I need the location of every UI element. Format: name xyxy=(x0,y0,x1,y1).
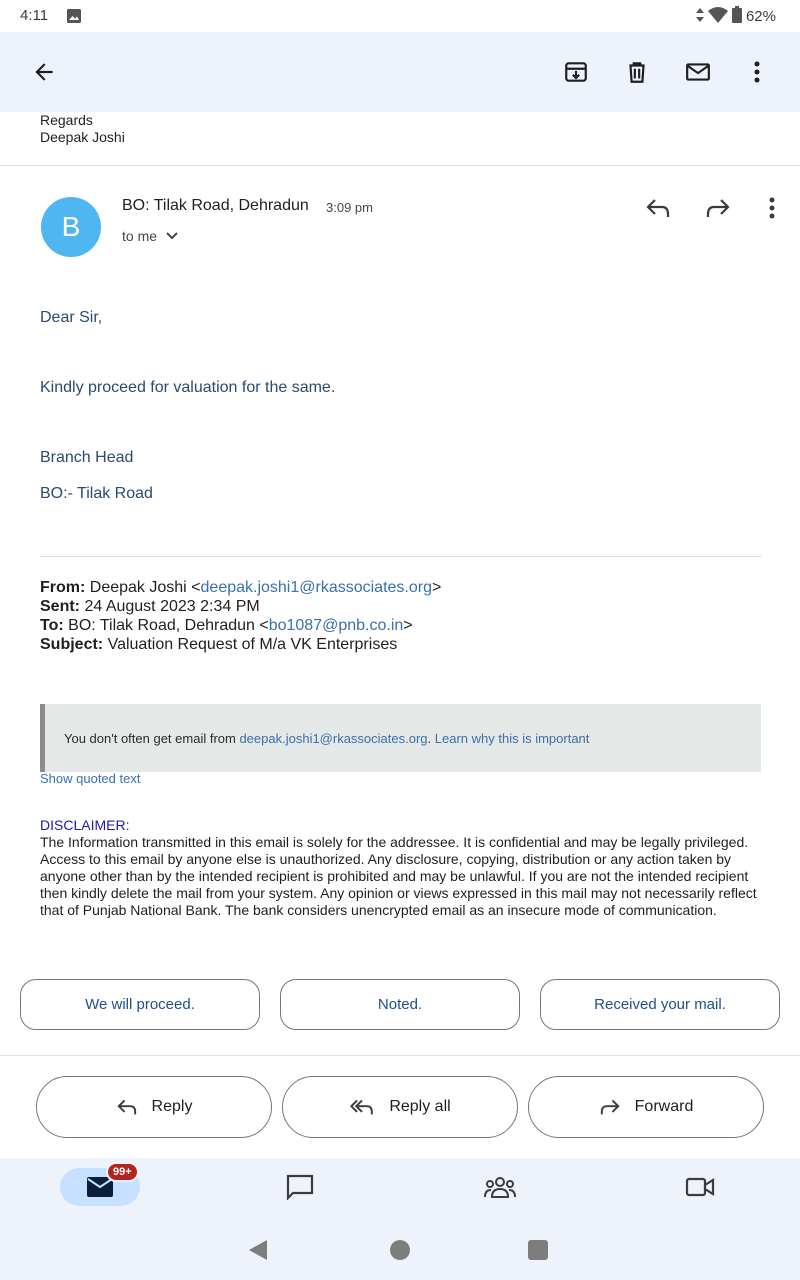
message-time: 3:09 pm xyxy=(326,200,373,215)
video-camera-icon xyxy=(685,1176,715,1198)
signature-title: Branch Head xyxy=(40,449,134,466)
actions-divider xyxy=(0,1055,800,1056)
forward-icon xyxy=(705,197,731,219)
square-recents-icon xyxy=(527,1239,549,1261)
status-time: 4:11 xyxy=(20,7,49,24)
delete-button[interactable] xyxy=(617,52,657,92)
greeting: Dear Sir, xyxy=(40,309,103,326)
sender-name: BO: Tilak Road, Dehradun xyxy=(122,197,309,214)
recipient-details-toggle[interactable] xyxy=(122,228,179,244)
status-right xyxy=(696,6,776,27)
nav-mail[interactable] xyxy=(60,1168,140,1206)
nav-spaces[interactable] xyxy=(460,1168,540,1206)
mail-badge: 99+ xyxy=(106,1162,139,1182)
forward-icon xyxy=(599,1098,621,1116)
external-sender-warning xyxy=(40,704,761,772)
to-line: To: BO: Tilak Road, Dehradun <bo1087@pnb.co.in> xyxy=(40,617,413,634)
reply-all-icon xyxy=(349,1098,375,1116)
learn-why-link[interactable]: Learn why this is important xyxy=(434,731,590,746)
signature-branch: BO:- Tilak Road xyxy=(40,485,153,502)
app-bar xyxy=(0,32,800,112)
from-line: From: Deepak Joshi <deepak.joshi1@rkassociates.org> xyxy=(40,579,442,596)
battery-icon xyxy=(732,6,742,27)
body-line: Kindly proceed for valuation for the same. xyxy=(40,379,336,396)
reply-label: Reply xyxy=(151,1098,193,1115)
mark-unread-button[interactable] xyxy=(678,52,718,92)
to-email-link[interactable]: bo1087@pnb.co.in xyxy=(268,617,404,634)
reply-button[interactable] xyxy=(36,1076,272,1138)
system-home-button[interactable] xyxy=(380,1230,420,1270)
status-bar xyxy=(0,0,800,32)
circle-home-icon xyxy=(389,1239,411,1261)
more-vert-icon xyxy=(754,61,760,83)
system-back-button[interactable] xyxy=(238,1230,278,1270)
reply-icon-button[interactable] xyxy=(640,190,676,226)
chat-icon xyxy=(286,1174,314,1200)
quote-divider xyxy=(40,556,761,557)
to-me-label: to me xyxy=(122,228,158,244)
subject-line: Subject: Valuation Request of M/a VK Enterprises xyxy=(40,636,398,653)
warning-email-link[interactable]: deepak.joshi1@rkassociates.org xyxy=(239,731,428,746)
message-divider xyxy=(0,165,800,166)
forward-button[interactable] xyxy=(528,1076,764,1138)
image-notification-icon xyxy=(66,8,82,29)
system-recents-button[interactable] xyxy=(518,1230,558,1270)
from-email-link[interactable]: deepak.joshi1@rkassociates.org xyxy=(200,579,432,596)
trash-icon xyxy=(624,59,650,85)
smart-reply-3[interactable]: Received your mail. xyxy=(540,979,780,1030)
smart-reply-2[interactable]: Noted. xyxy=(280,979,520,1030)
nav-chat[interactable] xyxy=(260,1168,340,1206)
reply-all-button[interactable] xyxy=(282,1076,518,1138)
signature-name: Deepak Joshi xyxy=(40,129,125,145)
smart-reply-1[interactable]: We will proceed. xyxy=(20,979,260,1030)
triangle-back-icon xyxy=(247,1238,269,1262)
back-button[interactable] xyxy=(24,52,64,92)
nav-meet[interactable] xyxy=(660,1168,740,1206)
chevron-down-icon xyxy=(165,231,179,241)
avatar[interactable]: B xyxy=(41,197,101,257)
data-arrows-icon xyxy=(696,8,704,26)
message-more-button[interactable] xyxy=(754,190,790,226)
more-options-button[interactable] xyxy=(737,52,777,92)
people-icon xyxy=(484,1175,516,1199)
disclaimer-title: DISCLAIMER: xyxy=(40,817,130,833)
sent-line: Sent: 24 August 2023 2:34 PM xyxy=(40,598,260,615)
quoted-headers xyxy=(40,578,441,654)
mail-icon xyxy=(684,59,712,85)
reply-icon xyxy=(116,1098,138,1116)
archive-icon xyxy=(563,59,589,85)
wifi-icon xyxy=(708,7,728,27)
archive-button[interactable] xyxy=(556,52,596,92)
arrow-back-icon xyxy=(31,59,57,85)
disclaimer-text: The Information transmitted in this email is solely for the addressee. It is confidential and may be legally privileged. Access to this email by anyone else is unauthorized. Any disclosure, copying, distribution or any action taken by anyone other than by the intended recipient is prohibited and may be unlawful. If you are not the intended recipient then kindly delete the mail from your system. Any opinion or views expressed in this mail may not necessarily reflect that of Punjab National Bank. The bank considers unencrypted email as an insecure mode of communication. xyxy=(40,834,757,918)
battery-percent: 62% xyxy=(745,8,776,25)
previous-message-signature xyxy=(40,112,125,146)
forward-icon-button[interactable] xyxy=(700,190,736,226)
show-quoted-text-link[interactable]: Show quoted text xyxy=(40,771,141,786)
forward-label: Forward xyxy=(634,1098,694,1115)
reply-icon xyxy=(645,197,671,219)
reply-all-label: Reply all xyxy=(389,1098,451,1115)
warning-text: You don't often get email from deepak.joshi1@rkassociates.org. Learn why this is important xyxy=(64,731,590,746)
more-vert-icon xyxy=(769,197,775,219)
regards-text: Regards xyxy=(40,112,93,128)
